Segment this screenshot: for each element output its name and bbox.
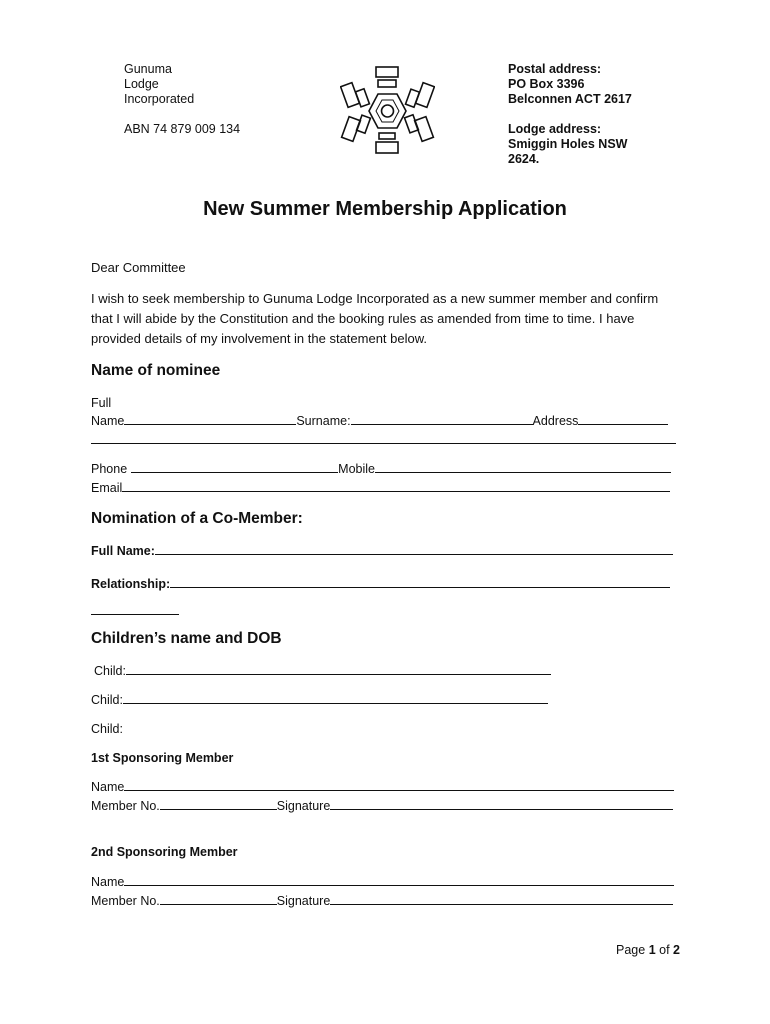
address-label: Address [532, 414, 579, 428]
page-prefix: Page [616, 943, 646, 957]
sponsor2-signature-label: Signature [276, 894, 331, 908]
sponsor2-heading: 2nd Sponsoring Member [91, 845, 238, 859]
relationship-label: Relationship: [91, 577, 171, 591]
sponsor2-name-row [91, 873, 674, 892]
relationship-row [91, 575, 670, 594]
relationship-continuation-row [91, 602, 179, 621]
name-label: Name [91, 414, 125, 428]
postal-line-2: Belconnen ACT 2617 [508, 92, 632, 106]
address-field-line-2[interactable] [91, 431, 676, 444]
children-heading: Children’s name and DOB [91, 630, 282, 647]
sponsor2-member-no-field[interactable] [160, 892, 277, 905]
salutation: Dear Committee [91, 260, 186, 275]
sponsor2-signature-field[interactable] [330, 892, 673, 905]
postal-label: Postal address: [508, 62, 602, 76]
page-number [616, 943, 680, 957]
postal-address [508, 62, 632, 107]
page-total: 2 [673, 943, 680, 957]
email-field[interactable] [122, 479, 670, 492]
intro-paragraph: I wish to seek membership to Gunuma Lodge Incorporated as a new summer member and confirm that I will abide by the Constitution and the booking rules as amended from time to time. I have provided details of my involvement in the statement below. [91, 291, 659, 346]
address-continuation-row [91, 431, 676, 450]
page-title: New Summer Membership Application [203, 198, 567, 220]
lodge-logo-icon [340, 64, 435, 159]
sponsor2-member-row [91, 892, 673, 911]
full-label: Full [91, 396, 112, 410]
abn: ABN 74 879 009 134 [124, 122, 241, 136]
relationship-field-line-2[interactable] [91, 602, 179, 615]
email-row [91, 479, 670, 498]
co-member-heading: Nomination of a Co-Member: [91, 510, 303, 527]
lodge-line-1: Smiggin Holes NSW [508, 137, 628, 151]
page-of: of [659, 943, 670, 957]
sponsor1-signature-field[interactable] [330, 797, 673, 810]
org-line-1: Gunuma [124, 62, 172, 76]
child-row-3 [91, 720, 123, 739]
lodge-line-2: 2624. [508, 152, 540, 166]
surname-label: Surname: [296, 414, 351, 428]
sponsor1-name-row [91, 778, 674, 797]
phone-field[interactable] [131, 460, 338, 473]
sponsor1-signature-label: Signature [276, 799, 331, 813]
child-label-1: Child: [94, 664, 126, 678]
sponsor1-member-row [91, 797, 673, 816]
sponsor1-heading: 1st Sponsoring Member [91, 751, 234, 765]
sponsor2-member-no-label: Member No. [91, 894, 160, 908]
child-field-1[interactable] [126, 662, 551, 675]
email-label: Email [91, 481, 123, 495]
name-field[interactable] [124, 412, 296, 425]
child-label-3: Child: [91, 722, 123, 736]
mobile-field[interactable] [375, 460, 671, 473]
full-name-label: Full Name: [91, 544, 155, 558]
child-label-2: Child: [91, 693, 123, 707]
child-row-2 [91, 691, 548, 710]
page-current: 1 [648, 943, 656, 957]
org-line-2: Lodge [124, 77, 159, 91]
postal-line-1: PO Box 3396 [508, 77, 585, 91]
co-member-full-name-row [91, 542, 673, 561]
org-name [124, 62, 194, 107]
relationship-field[interactable] [170, 575, 670, 588]
surname-field[interactable] [351, 412, 533, 425]
lodge-label: Lodge address: [508, 122, 602, 136]
nominee-name-row [91, 412, 668, 431]
child-row-1 [94, 662, 551, 681]
full-name-field[interactable] [155, 542, 673, 555]
lodge-address [508, 122, 627, 167]
sponsor1-member-no-label: Member No. [91, 799, 160, 813]
sponsor1-name-field[interactable] [124, 778, 674, 791]
nominee-heading: Name of nominee [91, 362, 221, 379]
address-field[interactable] [578, 412, 668, 425]
phone-row [91, 460, 671, 479]
sponsor2-name-label: Name [91, 875, 125, 889]
org-line-3: Incorporated [124, 92, 195, 106]
sponsor2-name-field[interactable] [124, 873, 674, 886]
sponsor1-name-label: Name [91, 780, 125, 794]
sponsor1-member-no-field[interactable] [160, 797, 277, 810]
child-field-2[interactable] [123, 691, 548, 704]
mobile-label: Mobile [338, 462, 375, 476]
phone-label: Phone [91, 462, 128, 476]
